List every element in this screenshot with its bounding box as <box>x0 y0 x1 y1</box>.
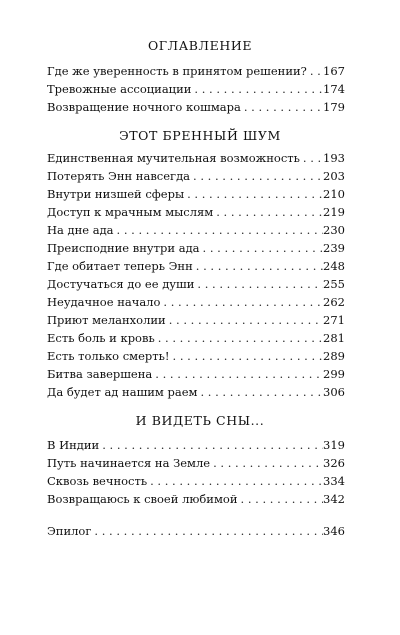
toc-entry[interactable] <box>47 385 345 403</box>
toc-entry[interactable] <box>47 492 345 510</box>
dot-leader <box>213 205 323 219</box>
toc-entry-page: 167 <box>323 64 345 78</box>
toc-entry[interactable] <box>47 205 345 223</box>
toc-entry-title: Эпилог <box>47 524 92 538</box>
toc-entry-title: Где же уверенность в принятом решении? <box>47 64 307 78</box>
toc-entry-title: Сквозь вечность <box>47 474 148 488</box>
toc-entry-title: Единственная мучительная возможность <box>47 151 300 165</box>
toc-entry-title: Есть боль и кровь <box>47 331 155 345</box>
toc-entry[interactable] <box>47 438 345 456</box>
toc-entry[interactable] <box>47 474 345 492</box>
toc-entry-title: Есть только смерть! <box>47 349 170 363</box>
toc-entry[interactable] <box>47 64 345 82</box>
dot-leader <box>238 492 324 506</box>
toc-entry[interactable] <box>47 223 345 241</box>
toc-entry[interactable] <box>47 295 345 313</box>
toc-entry[interactable] <box>47 331 345 349</box>
dot-leader <box>210 456 323 470</box>
dot-leader <box>91 524 323 538</box>
dot-leader <box>190 169 323 183</box>
toc-entry[interactable] <box>47 367 345 385</box>
toc-entry-page: 203 <box>323 169 345 183</box>
dot-leader <box>152 367 323 381</box>
toc-entry-title: Преисподние внутри ада <box>47 241 200 255</box>
toc-entry-page: 262 <box>323 295 345 309</box>
toc-entry-page: 248 <box>323 259 345 273</box>
toc-entry-title: Где обитает теперь Энн <box>47 259 193 273</box>
toc-entry-title: Неудачное начало <box>47 295 161 309</box>
dot-leader <box>241 100 323 114</box>
toc-entry-page: 281 <box>323 331 345 345</box>
dot-leader <box>166 313 323 327</box>
toc-entry-page: 193 <box>323 151 345 165</box>
toc-entry[interactable] <box>47 187 345 205</box>
dot-leader <box>200 241 324 255</box>
toc-entry-page: 179 <box>323 100 345 114</box>
toc-entry-page: 326 <box>323 456 345 470</box>
dot-leader <box>147 474 323 488</box>
toc-entry-page: 334 <box>323 474 345 488</box>
dot-leader <box>307 64 323 78</box>
dot-leader <box>114 223 324 237</box>
toc-entry-title: Путь начинается на Земле <box>47 456 211 470</box>
dot-leader <box>191 82 323 96</box>
toc-entry[interactable] <box>47 259 345 277</box>
toc-entry-page: 299 <box>323 367 345 381</box>
dot-leader <box>155 331 323 345</box>
toc-entry-title: В Индии <box>47 438 100 452</box>
dot-leader <box>160 295 323 309</box>
toc-entry-title: На дне ада <box>47 223 114 237</box>
toc-entry-title: Тревожные ассоциации <box>47 82 192 96</box>
toc-entry-page: 342 <box>323 492 345 506</box>
dot-leader <box>198 385 324 399</box>
toc-entry[interactable] <box>47 277 345 295</box>
section-heading-contents: ОГЛАВЛЕНИЕ <box>147 38 253 53</box>
toc-entry-title: Внутри низшей сферы <box>47 187 185 201</box>
toc-entry-page: 306 <box>323 385 345 399</box>
toc-entry-title: Битва завершена <box>47 367 153 381</box>
toc-entry-title: Потерять Энн навсегда <box>47 169 191 183</box>
toc-entry-title: Возвращаюсь к своей любимой <box>47 492 238 506</box>
toc-entry-page: 219 <box>323 205 345 219</box>
toc-entry[interactable] <box>47 169 345 187</box>
dot-leader <box>300 151 323 165</box>
section-heading-mortal-coil: ЭТОТ БРЕННЫЙ ШУМ <box>119 128 281 143</box>
toc-entry[interactable] <box>47 456 345 474</box>
toc-entry-epilogue[interactable] <box>47 524 345 542</box>
toc-entry[interactable] <box>47 82 345 100</box>
dot-leader <box>193 259 323 273</box>
dot-leader <box>194 277 323 291</box>
toc-entry-page: 230 <box>323 223 345 237</box>
toc-entry-page: 346 <box>323 524 345 538</box>
toc-entry-title: Приют меланхолии <box>47 313 166 327</box>
toc-entry-page: 174 <box>323 82 345 96</box>
toc-entry-title: Доступ к мрачным мыслям <box>47 205 214 219</box>
toc-entry-page: 319 <box>323 438 345 452</box>
toc-entry-title: Достучаться до ее души <box>47 277 195 291</box>
dot-leader <box>184 187 323 201</box>
toc-entry-page: 289 <box>323 349 345 363</box>
dot-leader <box>99 438 323 452</box>
toc-entry-title: Возвращение ночного кошмара <box>47 100 241 114</box>
toc-entry-page: 210 <box>323 187 345 201</box>
toc-entry-page: 239 <box>323 241 345 255</box>
toc-entry[interactable] <box>47 313 345 331</box>
toc-entry[interactable] <box>47 100 345 118</box>
section-heading-to-dream: И ВИДЕТЬ СНЫ... <box>135 413 265 428</box>
toc-entry-page: 255 <box>323 277 345 291</box>
toc-entry[interactable] <box>47 151 345 169</box>
toc-entry-page: 271 <box>323 313 345 327</box>
dot-leader <box>170 349 324 363</box>
toc-entry[interactable] <box>47 241 345 259</box>
toc-entry-title: Да будет ад нашим раем <box>47 385 198 399</box>
toc-entry[interactable] <box>47 349 345 367</box>
